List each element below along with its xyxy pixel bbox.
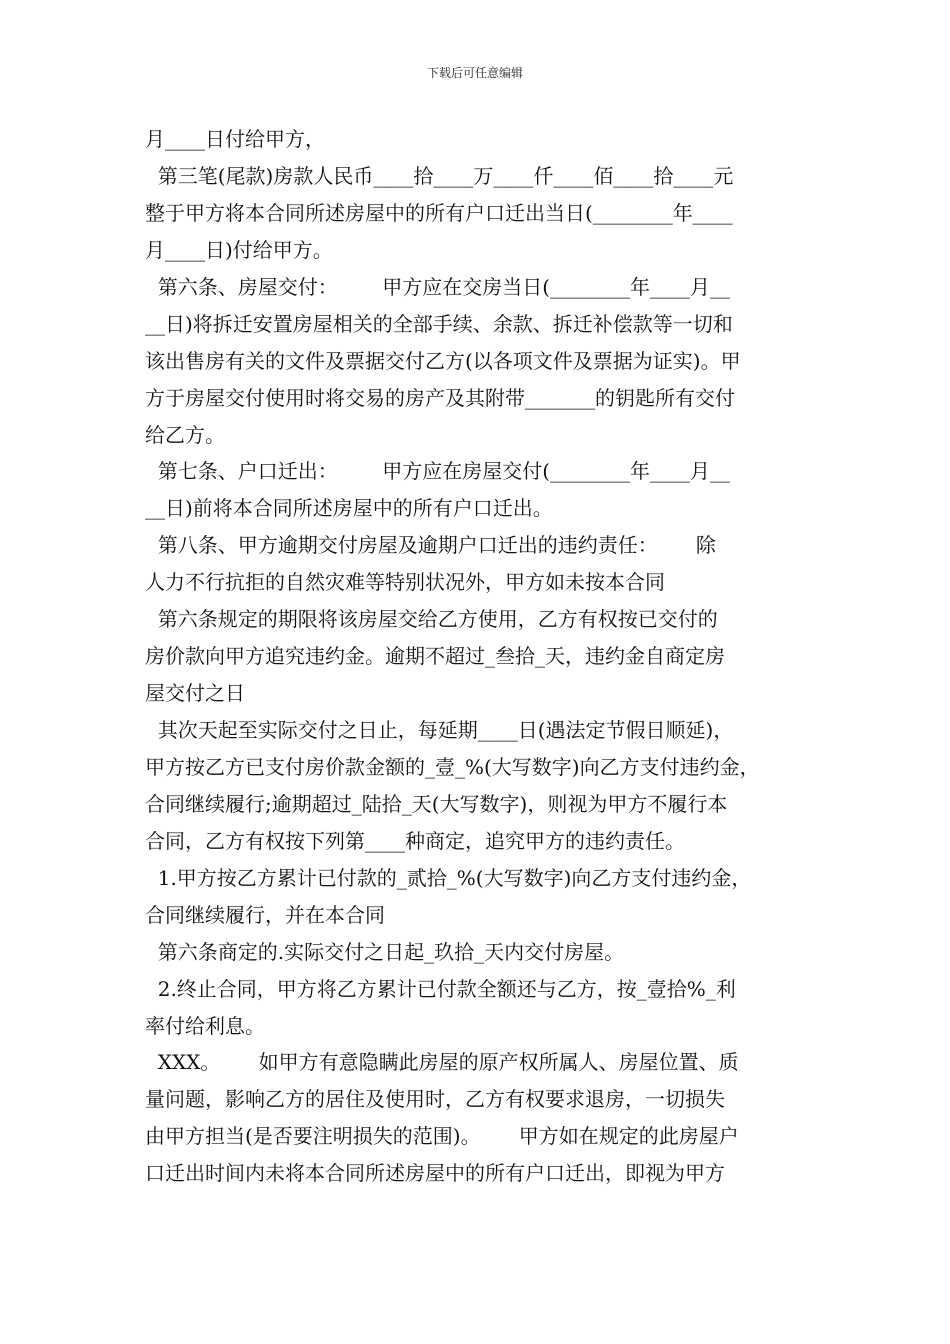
text-line: 其次天起至实际交付之日止，每延期____日(遇法定节假日顺延)，	[145, 718, 734, 742]
text-line: 该出售房有关的文件及票据交付乙方(以各项文件及票据为证实)。甲	[145, 348, 741, 373]
text-line: 口迁出时间内未将本合同所述房屋中的所有户口迁出，即视为甲方	[145, 1161, 725, 1186]
text-line: 第六条、房屋交付： 甲方应在交房当日(________年____月__	[145, 274, 731, 299]
text-line: 合同继续履行;逾期超过_陆拾_天(大写数字)，则视为甲方不履行本	[145, 791, 728, 816]
text-line: 1.甲方按乙方累计已付款的_贰拾_%(大写数字)向乙方支付违约金，	[145, 865, 752, 890]
text-line: 合同，乙方有权按下列第____种商定，追究甲方的违约责任。	[145, 828, 685, 853]
page-header: 下载后可任意编辑	[426, 66, 523, 80]
text-line: 月____日)付给甲方。	[145, 237, 333, 262]
text-line: 第八条、甲方逾期交付房屋及逾期户口迁出的违约责任： 除	[145, 533, 716, 558]
text-line: 方于房屋交付使用时将交易的房产及其附带_______的钥匙所有交付	[145, 385, 735, 410]
contract-body	[145, 121, 825, 1192]
text-line: __日)将拆迁安置房屋相关的全部手续、余款、拆迁补偿款等一切和	[145, 311, 733, 336]
text-line: 人力不行抗拒的自然灾难等特别状况外，甲方如未按本合同	[145, 570, 665, 595]
text-line: 2.终止合同，甲方将乙方累计已付款全额还与乙方，按_壹拾%_利	[145, 976, 736, 1001]
text-line: 由甲方担当(是否要注明损失的范围)。 甲方如在规定的此房屋户	[145, 1124, 739, 1149]
text-line: 第七条、户口迁出： 甲方应在房屋交付(________年____月__	[145, 459, 731, 484]
text-line: 率付给利息。	[145, 1013, 265, 1038]
text-line: 量问题，影响乙方的居住及使用时，乙方有权要求退房，一切损失	[145, 1087, 725, 1112]
text-line: 甲方按乙方已支付房价款金额的_壹_%(大写数字)向乙方支付违约金，	[145, 754, 760, 779]
text-line: 第六条商定的.实际交付之日起_玖拾_天内交付房屋。	[145, 939, 625, 964]
text-line: __日)前将本合同所述房屋中的所有户口迁出。	[145, 496, 553, 521]
text-line: 屋交付之日	[145, 681, 245, 706]
text-line: 房价款向甲方追究违约金。逾期不超过_叁拾_天，违约金自商定房	[145, 644, 725, 669]
text-line: 合同继续履行，并在本合同	[145, 902, 385, 927]
text-line: 给乙方。	[145, 422, 225, 447]
text-line: 整于甲方将本合同所述房屋中的所有户口迁出当日(________年____	[145, 200, 733, 225]
text-line: 第六条规定的期限将该房屋交给乙方使用，乙方有权按已交付的	[145, 607, 718, 632]
text-line: 月____日付给甲方，	[145, 127, 325, 151]
text-line: XXX。 如甲方有意隐瞒此房屋的原产权所属人、房屋位置、质	[145, 1050, 739, 1075]
text-line: 第三笔(尾款)房款人民币____拾____万____仟____佰____拾____元	[145, 163, 734, 188]
